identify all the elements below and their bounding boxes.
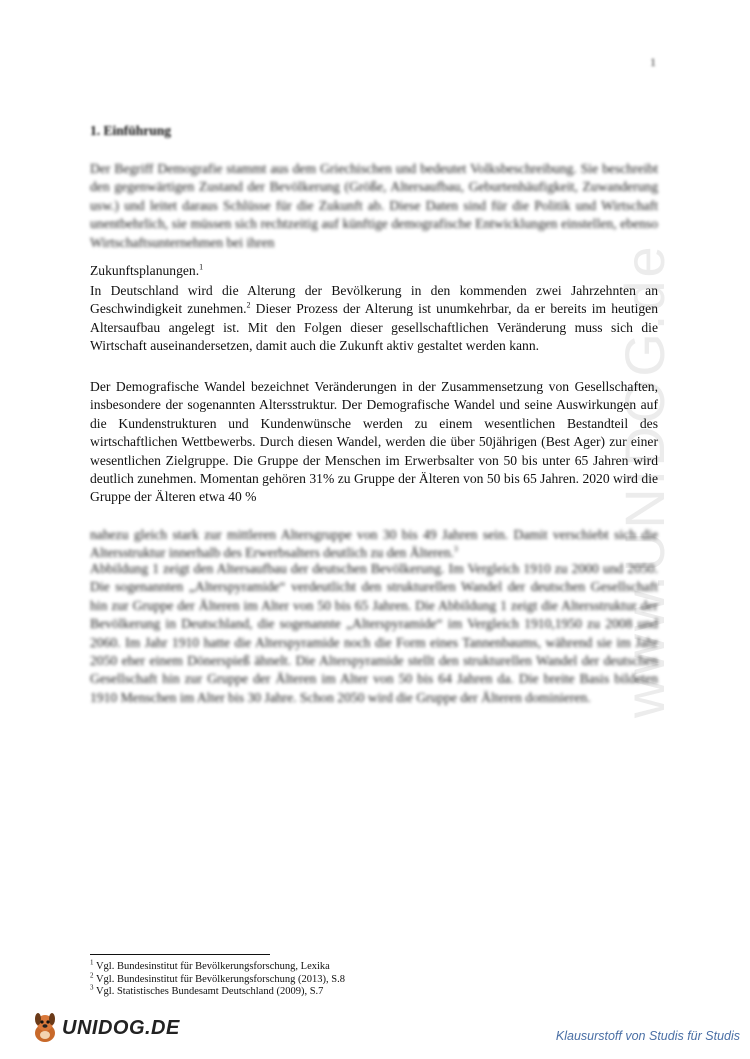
- logo-text: UNIDOG.DE: [62, 1016, 180, 1039]
- paragraph-demographic-change: Der Demografische Wandel bezeichnet Veränderungen in der Zusammensetzung von Gesellschaften, insbesondere der sogenannten Altersstruktur. Der Demografische Wandel und seine Auswirkungen auf die Kundenstrukturen und Kundenwünsche werden zu einem wesentlichen Bestandteil des wirtschaftlichen Wettbewerbs. Durch diesen Wandel, werden die über 50jährigen (Best Ager) zur einer wesentlichen Zielgruppe. Die Gruppe der Menschen im Erwerbsalter von 50 bis unter 65 Jahren wird deutlich zunehmen. Momentan gehören 31% zu Gruppe der Älteren von 50 bis 65 Jahren. 2020 wird die Gruppe der Älteren etwa 40 %: [90, 379, 658, 505]
- footnote-3: [90, 983, 345, 999]
- watermark: www.UNIDOG.de: [613, 243, 676, 718]
- footnote-text: Vgl. Bundesinstitut für Bevölkerungsforschung (2013), S.8: [95, 973, 345, 985]
- intro-paragraph-blurred: Der Begriff Demografie stammt aus dem Griechischen und bedeutet Volksbeschreibung. Sie beschreibt den gegenwärtigen Zustand der Bevölkerung (Größe, Altersaufbau, Geburtenhäufigkeit, Zuwanderung usw.) und leitet daraus Schlüsse für die Zukunft ab. Diese Daten sind für die Politik und Wirtschaft unentbehrlich, sie müssen sich rechtzeitig auf künftige demografische Entwicklungen einstellen, ebenso Wirtschaftsunternehmen bei ihren: [90, 161, 658, 250]
- footnote-number: 2: [90, 971, 94, 979]
- footnote-text: Vgl. Bundesinstitut für Bevölkerungsforschung, Lexika: [95, 961, 330, 972]
- paragraph-demographic-tail-text: nahezu gleich stark zur mittleren Altersgruppe von 30 bis 49 Jahren sein. Damit verschiebt sich die Altersstruktur innerhalb des Erwerbsalters deutlich zu den Älteren.: [90, 527, 658, 561]
- unidog-logo[interactable]: [30, 1011, 180, 1045]
- footnote-ref-2[interactable]: 2: [246, 300, 251, 310]
- footnote-divider: [90, 954, 270, 955]
- footnote-ref-1[interactable]: 1: [199, 262, 204, 272]
- section-heading: 1. Einführung: [90, 123, 172, 138]
- intro-end-text: Zukunftsplanungen.: [90, 263, 200, 278]
- footnote-ref-3[interactable]: 3: [453, 544, 458, 554]
- paragraph-aging-text-1: In Deutschland wird die Alterung der Bevölkerung in den kommenden zwei Jahrzehnten an Geschwindigkeit zunehmen.: [90, 283, 658, 317]
- paragraph-aging: [90, 282, 658, 356]
- footnote-number: 3: [90, 983, 94, 992]
- paragraph-demographic-change-blurred: [90, 526, 658, 563]
- footnote-number: 1: [90, 958, 94, 967]
- footnote-text: Vgl. Statistisches Bundesamt Deutschland (2009), S.7: [95, 986, 324, 997]
- footnote-2: [90, 971, 345, 987]
- paragraph-aging-text-2: Dieser Prozess der Alterung ist unumkehrbar, da er bereits im heutigen Altersaufbau angelegt ist. Mit den Folgen dieser gesellschaftlichen Veränderung muss sich die Wirtschaft auseinandersetzen, damit auch die Zukunft aktiv gestaltet werden kann.: [90, 301, 659, 354]
- paragraph-figure-description-blurred: Abbildung 1 zeigt den Altersaufbau der deutschen Bevölkerung. Im Vergleich 1910 zu 2000 und 2050. Die sogenannten „Alterspyramide“ verdeutlicht den strukturellen Wandel der deutschen Gesellschaft hin zur Gruppe der Älteren im Alter von 50 bis 65 Jahren. Die Abbildung 1 zeigt die Altersstruktur der Bevölkerung in Deutschland, die sogenannte „Alterspyramide“ im Vergleich 1910,1950 zu 2008 und 2060. Im Jahr 1910 hatte die Alterspyramide noch die Form eines Tannenbaums, während sie im Jahr 2050 eher einem Dönerspieß ähnelt. Die Alterspyramide stellt den strukturellen Wandel der deutschen Gesellschaft hin zur Gruppe der Älteren im Alter von 50 bis 64 Jahren da. Die breite Basis bildeten 1910 Menschen im Alter bis 30 Jahre. Schon 2050 wird die Gruppe der Älteren dominieren.: [90, 561, 658, 705]
- page-number: 1: [650, 55, 656, 69]
- footnote-1: [90, 958, 345, 974]
- footer-tagline: Klausurstoff von Studis für Studis: [555, 1029, 740, 1043]
- footnotes: [90, 958, 345, 999]
- dog-mascot-icon: [30, 1011, 60, 1045]
- intro-paragraph-end: [90, 262, 658, 280]
